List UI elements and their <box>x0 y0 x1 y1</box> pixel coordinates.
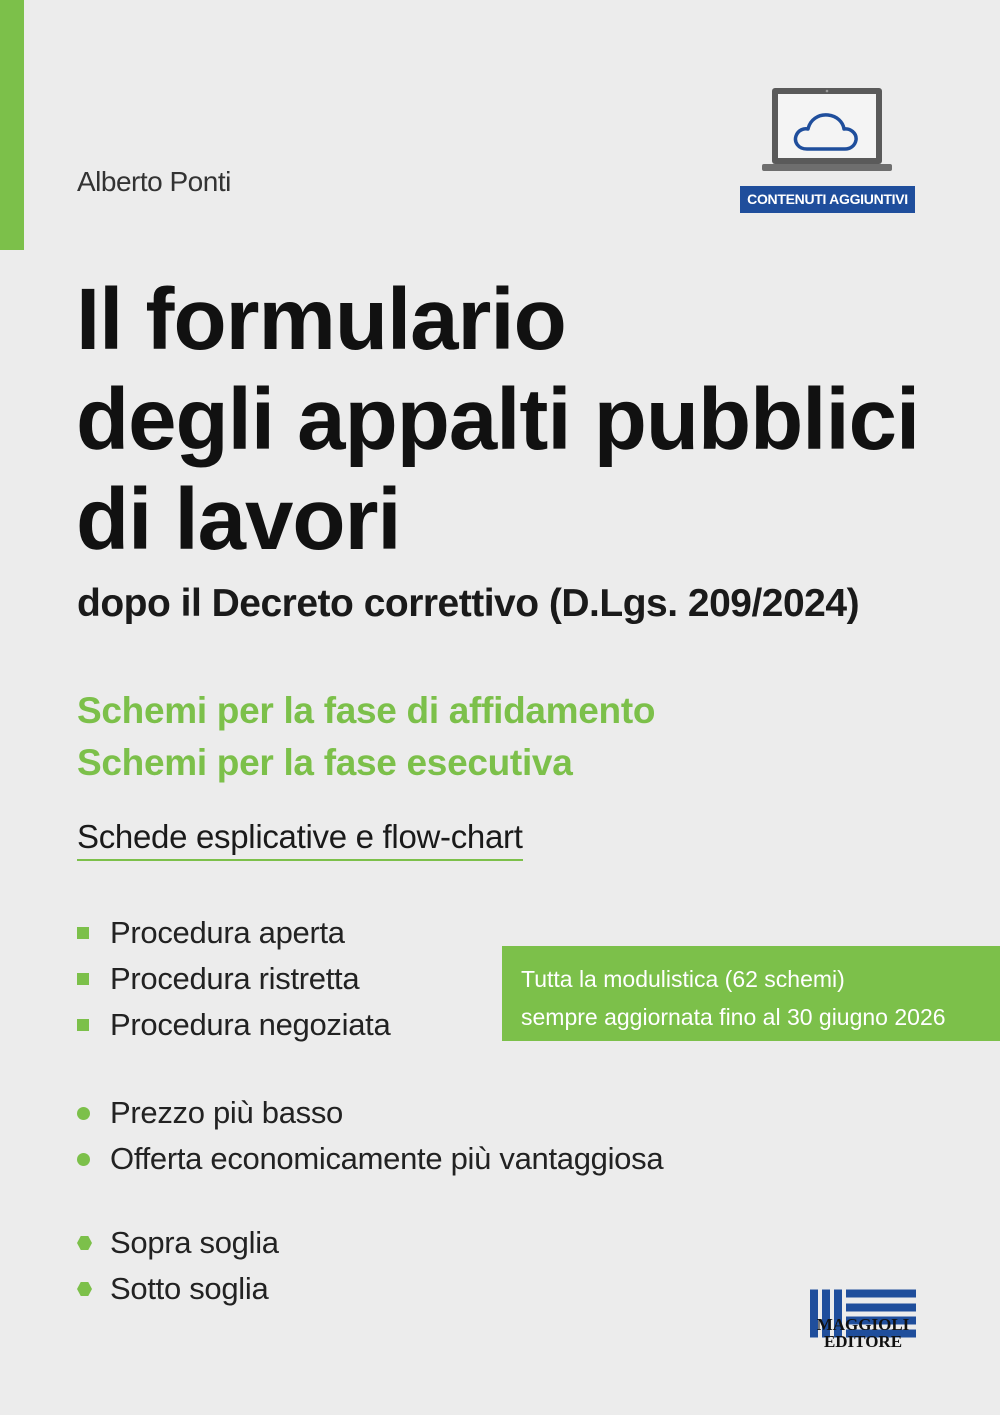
list-item: Procedura negoziata <box>77 1002 390 1048</box>
list-item: Offerta economicamente più vantaggiosa <box>77 1136 663 1182</box>
list-item: Prezzo più basso <box>77 1090 663 1136</box>
threshold-list <box>77 1220 279 1312</box>
criteria-list <box>77 1090 663 1182</box>
hexagon-bullet-icon <box>77 1236 92 1250</box>
title-line: Il formulario <box>76 271 566 368</box>
highlight-lines <box>77 685 655 789</box>
laptop-cloud-icon <box>762 86 892 182</box>
circle-bullet-icon <box>77 1107 90 1120</box>
publisher-name: MAGGIOLI EDITORE <box>816 1315 910 1351</box>
schede-line: Schede esplicative e flow-chart <box>77 818 523 861</box>
title-line: di lavori <box>76 471 401 568</box>
list-item: Procedura ristretta <box>77 956 390 1002</box>
info-box-line: Tutta la modulistica (62 schemi) <box>521 966 845 992</box>
hexagon-bullet-icon <box>77 1282 92 1296</box>
square-bullet-icon <box>77 973 89 985</box>
book-title <box>76 270 919 570</box>
highlight-line: Schemi per la fase esecutiva <box>77 742 573 783</box>
highlight-line: Schemi per la fase di affidamento <box>77 690 656 731</box>
square-bullet-icon <box>77 927 89 939</box>
info-box <box>502 946 1000 1041</box>
list-item: Sopra soglia <box>77 1220 279 1266</box>
title-line: degli appalti pubblici <box>76 371 920 468</box>
list-item: Procedura aperta <box>77 910 390 956</box>
additional-content-badge <box>740 86 915 214</box>
info-box-line: sempre aggiornata fino al 30 giugno 2026 <box>521 1004 946 1030</box>
square-bullet-icon <box>77 1019 89 1031</box>
green-accent-bar <box>0 0 24 250</box>
circle-bullet-icon <box>77 1153 90 1166</box>
author-name: Alberto Ponti <box>77 166 231 197</box>
book-subtitle: dopo il Decreto correttivo (D.Lgs. 209/2024) <box>77 582 860 625</box>
badge-label: CONTENUTI AGGIUNTIVI <box>740 186 915 213</box>
procedure-list <box>77 910 390 1048</box>
list-item: Sotto soglia <box>77 1266 279 1312</box>
